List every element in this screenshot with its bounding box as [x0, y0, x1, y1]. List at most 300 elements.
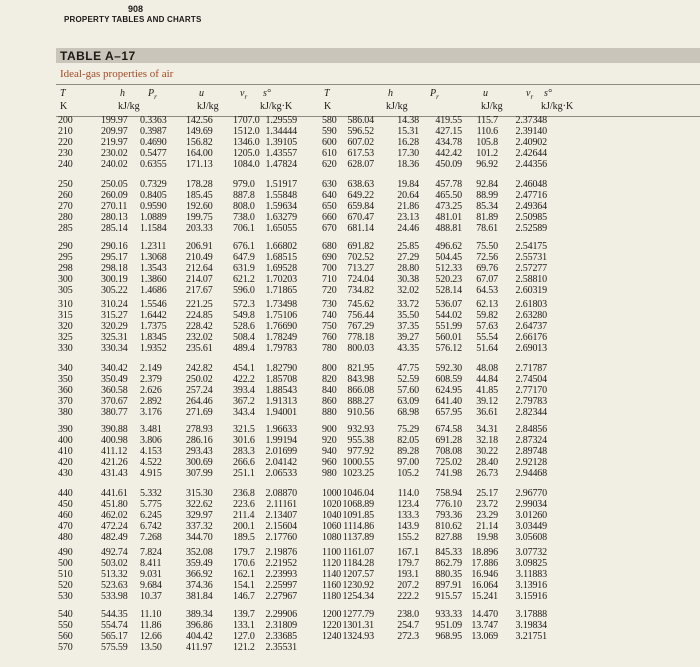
right-cell-relative-pressure: 68.98	[397, 407, 419, 419]
left-cell-entropy: 1.94001	[265, 407, 297, 419]
left-cell-entropy: 2.06533	[265, 468, 297, 480]
right-cell-entropy: 2.61803	[515, 299, 547, 310]
left-cell-enthalpy: 315.27	[101, 310, 128, 322]
right-cell-relative-pressure: 19.84	[397, 179, 419, 190]
right-cell-internal-energy: 674.58	[435, 424, 462, 435]
left-cell-enthalpy: 209.97	[101, 126, 128, 138]
right-cell-entropy: 3.03449	[515, 521, 547, 533]
left-cell-enthalpy: 441.61	[101, 488, 128, 499]
left-cell-entropy: 1.91313	[265, 396, 297, 408]
left-cell-entropy: 1.29559	[265, 115, 297, 126]
left-cell-enthalpy: 565.17	[101, 631, 128, 643]
left-cell-relative-volume: 676.1	[233, 241, 255, 252]
right-cell-temperature: 1120	[322, 558, 342, 570]
right-cell-entropy: 2.57277	[515, 263, 547, 275]
right-cell-enthalpy: 1184.28	[342, 558, 374, 570]
right-cell-enthalpy: 756.44	[347, 310, 374, 322]
left-cell-entropy: 2.17760	[265, 532, 297, 544]
right-cell-entropy: 3.05608	[515, 532, 547, 544]
left-cell-entropy: 1.75106	[265, 310, 297, 322]
right-cell-relative-pressure: 207.2	[397, 580, 419, 592]
right-cell-internal-energy: 827.88	[435, 532, 462, 544]
left-cell-temperature: 500	[58, 558, 73, 570]
left-cell-internal-energy: 203.33	[186, 223, 213, 235]
right-cell-internal-energy: 845.33	[435, 547, 462, 558]
right-cell-relative-pressure: 25.85	[397, 241, 419, 252]
left-cell-relative-pressure: 1.4686	[140, 285, 167, 297]
right-cell-relative-volume: 36.61	[476, 407, 498, 419]
left-cell-temperature: 340	[58, 363, 73, 374]
right-cell-enthalpy: 702.52	[347, 252, 374, 264]
right-cell-temperature: 630	[322, 179, 337, 190]
right-cell-relative-pressure: 37.35	[397, 321, 419, 333]
right-cell-entropy: 2.64737	[515, 321, 547, 333]
left-cell-relative-pressure: 11.10	[140, 609, 162, 620]
left-cell-enthalpy: 360.58	[101, 385, 128, 397]
left-cell-relative-pressure: 6.245	[140, 510, 162, 522]
right-cell-internal-energy: 419.55	[435, 115, 462, 126]
left-cell-enthalpy: 330.34	[101, 343, 128, 355]
left-cell-relative-volume: 170.6	[233, 558, 255, 570]
right-cell-temperature: 640	[322, 190, 337, 202]
left-cell-relative-pressure: 2.892	[140, 396, 162, 408]
right-cell-relative-pressure: 133.3	[397, 510, 419, 522]
left-cell-enthalpy: 340.42	[101, 363, 128, 374]
left-cell-relative-volume: 572.3	[233, 299, 255, 310]
left-cell-temperature: 290	[58, 241, 73, 252]
left-cell-internal-energy: 315.30	[186, 488, 213, 499]
left-cell-entropy: 1.68515	[265, 252, 297, 264]
page-number: 908	[128, 4, 144, 14]
right-cell-relative-volume: 67.07	[476, 274, 498, 286]
left-cell-entropy: 1.70203	[265, 274, 297, 286]
left-cell-relative-volume: 631.9	[233, 263, 255, 275]
right-cell-enthalpy: 713.27	[347, 263, 374, 275]
left-cell-internal-energy: 359.49	[186, 558, 213, 570]
right-cell-enthalpy: 843.98	[347, 374, 374, 386]
right-cell-relative-pressure: 167.1	[397, 547, 419, 558]
left-cell-relative-pressure: 7.824	[140, 547, 162, 558]
right-cell-enthalpy: 670.47	[347, 212, 374, 224]
left-cell-temperature: 570	[58, 642, 73, 654]
right-cell-entropy: 3.07732	[515, 547, 547, 558]
right-cell-enthalpy: 866.08	[347, 385, 374, 397]
left-cell-enthalpy: 492.74	[101, 547, 128, 558]
right-cell-relative-volume: 62.13	[476, 299, 498, 310]
left-cell-internal-energy: 164.00	[186, 148, 213, 160]
left-cell-relative-volume: 146.7	[233, 591, 255, 603]
right-cell-relative-pressure: 18.36	[397, 159, 419, 171]
right-cell-entropy: 2.77170	[515, 385, 547, 397]
right-cell-entropy: 2.42644	[515, 148, 547, 160]
left-cell-relative-volume: 454.1	[233, 363, 255, 374]
right-cell-internal-energy: 536.07	[435, 299, 462, 310]
left-cell-enthalpy: 554.74	[101, 620, 128, 632]
right-cell-internal-energy: 793.36	[435, 510, 462, 522]
left-cell-relative-volume: 162.1	[233, 569, 255, 581]
left-cell-temperature: 285	[58, 223, 73, 235]
right-cell-enthalpy: 1137.89	[342, 532, 374, 544]
right-cell-entropy: 2.54175	[515, 241, 547, 252]
left-header-relative-pressure-symbol: $P_r$	[148, 88, 157, 101]
right-cell-relative-volume: 28.40	[476, 457, 498, 469]
left-cell-temperature: 520	[58, 580, 73, 592]
right-cell-temperature: 720	[322, 285, 337, 297]
right-cell-entropy: 3.09825	[515, 558, 547, 570]
left-cell-internal-energy: 381.84	[186, 591, 213, 603]
left-cell-entropy: 1.43557	[265, 148, 297, 160]
right-cell-relative-pressure: 24.46	[397, 223, 419, 235]
right-cell-enthalpy: 1000.55	[342, 457, 374, 469]
right-cell-temperature: 580	[322, 115, 337, 126]
table-title-bar	[56, 48, 700, 63]
left-cell-internal-energy: 192.60	[186, 201, 213, 213]
right-cell-relative-pressure: 28.80	[397, 263, 419, 275]
right-cell-entropy: 2.74504	[515, 374, 547, 386]
left-cell-entropy: 1.47824	[265, 159, 297, 171]
left-cell-temperature: 510	[58, 569, 73, 581]
right-cell-relative-pressure: 143.9	[397, 521, 419, 533]
right-cell-enthalpy: 1114.86	[343, 521, 374, 533]
right-cell-internal-energy: 488.81	[435, 223, 462, 235]
right-cell-temperature: 800	[322, 363, 337, 374]
left-cell-relative-volume: 236.8	[233, 488, 255, 499]
right-cell-internal-energy: 691.28	[435, 435, 462, 447]
left-cell-relative-volume: 343.4	[233, 407, 255, 419]
right-cell-relative-pressure: 16.28	[397, 137, 419, 149]
left-cell-entropy: 1.82790	[265, 363, 297, 374]
right-cell-enthalpy: 681.14	[347, 223, 374, 235]
left-cell-internal-energy: 212.64	[186, 263, 213, 275]
right-cell-entropy: 2.49364	[515, 201, 547, 213]
left-cell-relative-volume: 133.1	[233, 620, 255, 632]
right-cell-entropy: 2.44356	[515, 159, 547, 171]
right-cell-internal-energy: 481.01	[435, 212, 462, 224]
right-cell-enthalpy: 910.56	[347, 407, 374, 419]
left-cell-internal-energy: 232.02	[186, 332, 213, 344]
right-cell-temperature: 1040	[322, 510, 342, 522]
right-cell-entropy: 2.89748	[515, 446, 547, 458]
left-cell-relative-pressure: 1.3860	[140, 274, 167, 286]
right-cell-relative-pressure: 254.7	[397, 620, 419, 632]
right-cell-relative-volume: 23.72	[476, 499, 498, 511]
left-cell-entropy: 1.73498	[265, 299, 297, 310]
left-cell-relative-volume: 1346.0	[233, 137, 260, 149]
left-cell-enthalpy: 421.26	[101, 457, 128, 469]
right-cell-relative-volume: 101.2	[476, 148, 498, 160]
right-cell-relative-pressure: 30.38	[397, 274, 419, 286]
left-cell-internal-energy: 322.62	[186, 499, 213, 511]
right-cell-internal-energy: 473.25	[435, 201, 462, 213]
left-cell-relative-volume: 549.8	[233, 310, 255, 322]
left-cell-relative-pressure: 9.684	[140, 580, 162, 592]
left-cell-relative-pressure: 1.5546	[140, 299, 167, 310]
left-cell-entropy: 1.96633	[265, 424, 297, 435]
left-cell-internal-energy: 185.45	[186, 190, 213, 202]
left-header-temperature-symbol: T	[60, 88, 66, 99]
left-cell-relative-pressure: 11.86	[140, 620, 162, 632]
right-cell-relative-pressure: 32.02	[397, 285, 419, 297]
left-cell-enthalpy: 400.98	[101, 435, 128, 447]
right-cell-enthalpy: 1068.89	[342, 499, 374, 511]
left-cell-internal-energy: 271.69	[186, 407, 213, 419]
left-cell-entropy: 1.34444	[265, 126, 297, 138]
left-cell-relative-pressure: 1.7375	[140, 321, 167, 333]
right-cell-temperature: 750	[322, 321, 337, 333]
left-cell-internal-energy: 329.97	[186, 510, 213, 522]
right-cell-temperature: 590	[322, 126, 337, 138]
right-cell-relative-pressure: 238.0	[397, 609, 419, 620]
right-cell-internal-energy: 862.79	[435, 558, 462, 570]
left-cell-internal-energy: 235.61	[186, 343, 213, 355]
right-cell-relative-volume: 18.896	[471, 547, 498, 558]
left-cell-enthalpy: 285.14	[101, 223, 128, 235]
right-cell-relative-pressure: 63.09	[397, 396, 419, 408]
left-cell-relative-volume: 367.2	[233, 396, 255, 408]
right-cell-internal-energy: 915.57	[435, 591, 462, 603]
right-cell-relative-volume: 19.98	[476, 532, 498, 544]
left-cell-entropy: 2.19876	[265, 547, 297, 558]
right-cell-internal-energy: 465.50	[435, 190, 462, 202]
right-cell-entropy: 2.87324	[515, 435, 547, 447]
right-cell-internal-energy: 968.95	[435, 631, 462, 643]
left-cell-temperature: 250	[58, 179, 73, 190]
left-cell-relative-volume: 738.0	[233, 212, 255, 224]
left-cell-temperature: 280	[58, 212, 73, 224]
left-cell-relative-pressure: 0.7329	[140, 179, 167, 190]
left-cell-internal-energy: 344.70	[186, 532, 213, 544]
left-cell-enthalpy: 280.13	[101, 212, 128, 224]
right-cell-internal-energy: 657.95	[435, 407, 462, 419]
right-cell-enthalpy: 628.07	[347, 159, 374, 171]
right-cell-temperature: 710	[322, 274, 337, 286]
left-cell-enthalpy: 350.49	[101, 374, 128, 386]
right-cell-relative-pressure: 14.38	[397, 115, 419, 126]
right-cell-relative-volume: 110.6	[476, 126, 498, 138]
right-cell-internal-energy: 427.15	[435, 126, 462, 138]
right-cell-relative-pressure: 75.29	[397, 424, 419, 435]
left-cell-entropy: 1.51917	[265, 179, 297, 190]
left-cell-internal-energy: 396.86	[186, 620, 213, 632]
left-cell-temperature: 315	[58, 310, 73, 322]
left-cell-relative-pressure: 4.915	[140, 468, 162, 480]
right-cell-temperature: 960	[322, 457, 337, 469]
left-cell-entropy: 1.99194	[265, 435, 297, 447]
right-cell-temperature: 1160	[322, 580, 342, 592]
right-cell-relative-volume: 13.069	[471, 631, 498, 643]
right-cell-temperature: 1200	[322, 609, 342, 620]
left-cell-enthalpy: 300.19	[101, 274, 128, 286]
right-cell-entropy: 3.19834	[515, 620, 547, 632]
left-cell-entropy: 2.15604	[265, 521, 297, 533]
right-cell-temperature: 1060	[322, 521, 342, 533]
right-cell-relative-volume: 75.50	[476, 241, 498, 252]
left-cell-internal-energy: 250.02	[186, 374, 213, 386]
right-cell-relative-pressure: 17.30	[397, 148, 419, 160]
left-cell-relative-volume: 596.0	[233, 285, 255, 297]
right-cell-internal-energy: 810.62	[435, 521, 462, 533]
left-cell-relative-pressure: 0.4690	[140, 137, 167, 149]
left-cell-entropy: 2.27967	[265, 591, 297, 603]
left-cell-relative-volume: 266.6	[233, 457, 255, 469]
left-cell-internal-energy: 228.42	[186, 321, 213, 333]
left-cell-temperature: 440	[58, 488, 73, 499]
right-header-entropy-unit: kJ/kg·K	[541, 101, 574, 112]
left-cell-temperature: 200	[58, 115, 73, 126]
right-cell-relative-pressure: 105.2	[397, 468, 419, 480]
left-cell-enthalpy: 199.97	[101, 115, 128, 126]
left-cell-entropy: 2.25997	[265, 580, 297, 592]
left-cell-internal-energy: 300.69	[186, 457, 213, 469]
left-cell-internal-energy: 217.67	[186, 285, 213, 297]
right-cell-relative-volume: 59.82	[476, 310, 498, 322]
left-header-internal-energy-symbol: u	[199, 88, 204, 99]
right-cell-entropy: 2.69013	[515, 343, 547, 355]
right-cell-relative-volume: 96.92	[476, 159, 498, 171]
left-cell-internal-energy: 293.43	[186, 446, 213, 458]
right-cell-relative-volume: 88.99	[476, 190, 498, 202]
left-cell-internal-energy: 210.49	[186, 252, 213, 264]
right-cell-relative-pressure: 27.29	[397, 252, 419, 264]
right-cell-temperature: 860	[322, 396, 337, 408]
right-cell-entropy: 2.71787	[515, 363, 547, 374]
right-cell-internal-energy: 641.40	[435, 396, 462, 408]
right-cell-entropy: 2.96770	[515, 488, 547, 499]
left-cell-relative-volume: 1205.0	[233, 148, 260, 160]
right-cell-enthalpy: 691.82	[347, 241, 374, 252]
right-cell-enthalpy: 977.92	[347, 446, 374, 458]
left-cell-internal-energy: 221.25	[186, 299, 213, 310]
left-cell-enthalpy: 523.63	[101, 580, 128, 592]
right-cell-relative-pressure: 35.50	[397, 310, 419, 322]
left-cell-relative-volume: 528.6	[233, 321, 255, 333]
right-header-temperature-unit: K	[324, 101, 332, 112]
right-cell-internal-energy: 560.01	[435, 332, 462, 344]
left-cell-relative-pressure: 6.742	[140, 521, 162, 533]
left-cell-internal-energy: 242.82	[186, 363, 213, 374]
right-cell-temperature: 1020	[322, 499, 342, 511]
right-cell-enthalpy: 1254.34	[342, 591, 374, 603]
left-cell-internal-energy: 374.36	[186, 580, 213, 592]
table-subtitle: Ideal-gas properties of air	[60, 68, 174, 80]
right-cell-enthalpy: 767.29	[347, 321, 374, 333]
left-cell-relative-pressure: 5.332	[140, 488, 162, 499]
right-cell-relative-volume: 14.470	[471, 609, 498, 620]
left-cell-internal-energy: 352.08	[186, 547, 213, 558]
right-cell-temperature: 1080	[322, 532, 342, 544]
left-cell-enthalpy: 295.17	[101, 252, 128, 264]
right-cell-internal-energy: 758.94	[435, 488, 462, 499]
left-cell-entropy: 2.31809	[265, 620, 297, 632]
right-cell-entropy: 2.99034	[515, 499, 547, 511]
right-cell-internal-energy: 624.95	[435, 385, 462, 397]
left-cell-internal-energy: 411.97	[186, 642, 213, 654]
left-cell-enthalpy: 482.49	[101, 532, 128, 544]
left-cell-entropy: 2.11161	[266, 499, 297, 511]
right-cell-relative-pressure: 222.2	[397, 591, 419, 603]
right-cell-enthalpy: 1091.85	[342, 510, 374, 522]
right-cell-enthalpy: 932.93	[347, 424, 374, 435]
right-cell-temperature: 1220	[322, 620, 342, 632]
left-cell-entropy: 1.55848	[265, 190, 297, 202]
left-cell-relative-pressure: 0.3987	[140, 126, 167, 138]
right-cell-entropy: 3.11883	[515, 569, 547, 581]
right-cell-internal-energy: 434.78	[435, 137, 462, 149]
right-cell-enthalpy: 1161.07	[342, 547, 374, 558]
right-cell-relative-pressure: 15.31	[397, 126, 419, 138]
left-cell-temperature: 320	[58, 321, 73, 333]
left-cell-internal-energy: 224.85	[186, 310, 213, 322]
right-cell-temperature: 1000	[322, 488, 342, 499]
left-cell-relative-volume: 489.4	[233, 343, 255, 355]
left-cell-relative-pressure: 5.775	[140, 499, 162, 511]
right-cell-relative-pressure: 179.7	[397, 558, 419, 570]
right-cell-enthalpy: 800.03	[347, 343, 374, 355]
left-cell-relative-pressure: 9.031	[140, 569, 162, 581]
right-cell-relative-pressure: 272.3	[397, 631, 419, 643]
right-cell-relative-pressure: 82.05	[397, 435, 419, 447]
right-cell-internal-energy: 897.91	[435, 580, 462, 592]
left-cell-temperature: 350	[58, 374, 73, 386]
right-cell-relative-volume: 85.34	[476, 201, 498, 213]
left-cell-temperature: 390	[58, 424, 73, 435]
left-cell-relative-volume: 251.1	[233, 468, 255, 480]
right-header-internal-energy-symbol: u	[483, 88, 488, 99]
left-cell-relative-pressure: 3.806	[140, 435, 162, 447]
left-cell-temperature: 530	[58, 591, 73, 603]
left-cell-relative-pressure: 1.1584	[140, 223, 167, 235]
left-cell-temperature: 370	[58, 396, 73, 408]
right-cell-relative-pressure: 21.86	[397, 201, 419, 213]
right-cell-internal-energy: 450.09	[435, 159, 462, 171]
left-header-enthalpy-symbol: h	[120, 88, 125, 99]
right-cell-relative-pressure: 20.64	[397, 190, 419, 202]
left-cell-entropy: 1.39105	[265, 137, 297, 149]
left-cell-temperature: 300	[58, 274, 73, 286]
left-cell-internal-energy: 214.07	[186, 274, 213, 286]
right-cell-temperature: 980	[322, 468, 337, 480]
right-cell-relative-pressure: 155.2	[397, 532, 419, 544]
left-cell-temperature: 305	[58, 285, 73, 297]
right-cell-internal-energy: 504.45	[435, 252, 462, 264]
right-cell-relative-volume: 34.31	[476, 424, 498, 435]
right-cell-temperature: 730	[322, 299, 337, 310]
right-cell-entropy: 2.63280	[515, 310, 547, 322]
left-cell-temperature: 230	[58, 148, 73, 160]
left-cell-entropy: 2.23993	[265, 569, 297, 581]
right-cell-temperature: 650	[322, 201, 337, 213]
right-cell-enthalpy: 607.02	[347, 137, 374, 149]
left-cell-enthalpy: 250.05	[101, 179, 128, 190]
right-cell-entropy: 2.66176	[515, 332, 547, 344]
left-cell-temperature: 410	[58, 446, 73, 458]
left-cell-enthalpy: 230.02	[101, 148, 128, 160]
left-cell-entropy: 2.29906	[265, 609, 297, 620]
right-cell-enthalpy: 888.27	[347, 396, 374, 408]
right-cell-relative-volume: 44.84	[476, 374, 498, 386]
right-cell-entropy: 2.39140	[515, 126, 547, 138]
left-cell-relative-volume: 189.5	[233, 532, 255, 544]
left-cell-relative-volume: 1084.0	[233, 159, 260, 171]
right-cell-relative-volume: 21.14	[476, 521, 498, 533]
left-cell-relative-volume: 223.6	[233, 499, 255, 511]
left-cell-relative-pressure: 1.9352	[140, 343, 167, 355]
right-header-relative-pressure-symbol: $P_r$	[430, 88, 439, 101]
left-cell-internal-energy: 389.34	[186, 609, 213, 620]
left-cell-entropy: 2.13407	[265, 510, 297, 522]
left-cell-relative-pressure: 2.149	[140, 363, 162, 374]
right-cell-relative-volume: 39.12	[476, 396, 498, 408]
